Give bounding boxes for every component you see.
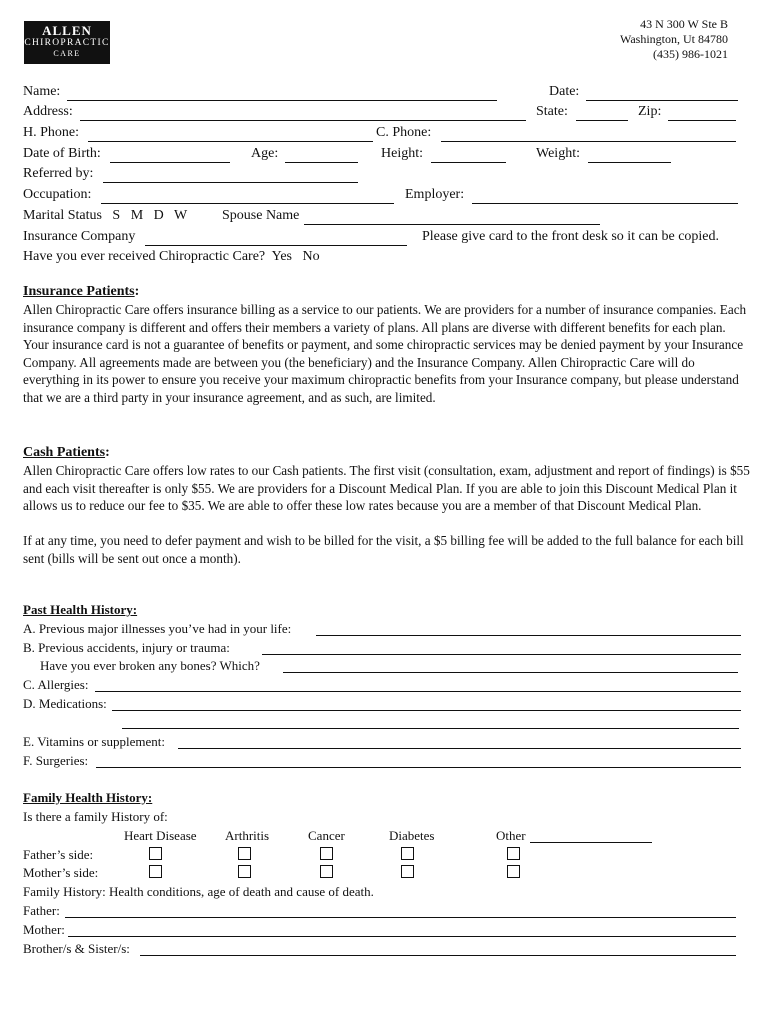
home-phone-label: H. Phone: [23,125,79,140]
mothers-other-checkbox[interactable] [507,865,520,878]
employer-field[interactable] [472,203,738,204]
referred-label: Referred by: [23,166,94,181]
weight-field[interactable] [588,162,671,163]
medications-field[interactable] [112,710,741,711]
home-phone-field[interactable] [88,141,373,142]
address-phone: (435) 986-1021 [653,47,728,61]
family-history-question: Is there a family History of: [23,809,168,824]
surgeries-label: F. Surgeries: [23,753,89,768]
marital-status-label[interactable]: Marital Status S M D W [23,208,188,223]
column-heart-disease: Heart Disease [124,828,197,843]
zip-label: Zip: [638,104,662,119]
illnesses-label: A. Previous major illnesses you’ve had in your life: [23,621,292,636]
zip-field[interactable] [668,120,736,121]
mothers-heart-disease-checkbox[interactable] [149,865,162,878]
medications-label: D. Medications: [23,696,107,711]
allergies-label: C. Allergies: [23,677,89,692]
broken-bones-label: Have you ever broken any bones? Which? [40,658,260,673]
fathers-arthritis-checkbox[interactable] [238,847,251,860]
cash-body-2: If at any time, you need to defer payment and wish to be billed for the visit, a $5 billing fee will be added to the full balance for each bill sent (bills will be sent out once a month). [23,533,744,566]
accidents-field[interactable] [262,654,741,655]
mothers-diabetes-checkbox[interactable] [401,865,414,878]
occupation-label: Occupation: [23,187,92,202]
name-field[interactable] [67,100,497,101]
fathers-cancer-checkbox[interactable] [320,847,333,860]
allergies-field[interactable] [95,691,741,692]
fathers-heart-disease-checkbox[interactable] [149,847,162,860]
age-field[interactable] [285,162,358,163]
column-arthritis: Arthritis [225,828,270,843]
dob-field[interactable] [110,162,230,163]
occupation-field[interactable] [101,203,394,204]
address-label: Address: [23,104,73,119]
logo-line-2: CHIROPRACTIC [24,38,110,48]
column-other: Other [496,828,526,843]
past-health-heading: Past Health History: [23,602,138,617]
surgeries-field[interactable] [96,767,741,768]
state-field[interactable] [576,120,628,121]
other-condition-field[interactable] [530,842,652,843]
mothers-cancer-checkbox[interactable] [320,865,333,878]
card-note: Please give card to the front desk so it can be copied. [422,229,720,244]
weight-label: Weight: [536,146,580,161]
mother-label: Mother: [23,922,65,937]
accidents-label: B. Previous accidents, injury or trauma: [23,640,230,655]
father-label: Father: [23,903,60,918]
age-label: Age: [251,146,279,161]
address-field[interactable] [80,120,526,121]
column-cancer: Cancer [308,828,345,843]
cash-heading-colon: : [105,445,110,460]
employer-label: Employer: [405,187,465,202]
column-diabetes: Diabetes [389,828,435,843]
insurance-company-label: Insurance Company [23,229,136,244]
fathers-other-checkbox[interactable] [507,847,520,860]
vitamins-field[interactable] [178,748,741,749]
mothers-side-label: Mother’s side: [23,865,99,880]
insurance-heading-colon: : [134,284,140,299]
cell-phone-label: C. Phone: [376,125,432,140]
height-label: Height: [381,146,423,161]
mothers-arthritis-checkbox[interactable] [238,865,251,878]
cash-body-1: Allen Chiropractic Care offers low rates to our Cash patients. The first visit (consultation, exam, adjustment and report of findings) is $55 and each visit thereafter is only $55. We are providers for a Discount Medical Plan. If you are able to join this Discount Medical Plan it allows us to reduce our fee to $35. We are able to offer these low rates because you are a member of that Discount Medical Plan. [23,463,750,514]
father-field[interactable] [65,917,736,918]
clinic-logo [24,21,110,64]
mother-field[interactable] [68,936,736,937]
date-label: Date: [549,84,580,99]
vitamins-label: E. Vitamins or supplement: [23,734,165,749]
logo-line-3: CARE [53,49,81,58]
name-label: Name: [23,84,61,99]
insurance-company-field[interactable] [145,245,407,246]
cash-heading [23,445,110,461]
address-street: 43 N 300 W Ste B [640,17,728,31]
dob-label: Date of Birth: [23,146,101,161]
referred-field[interactable] [103,182,358,183]
insurance-body: Allen Chiropractic Care offers insurance billing as a service to our patients. We are providers for a number of insurance companies. Each insurance company is different and offers their members a variety of plans. All plans are diverse with different benefits for each plan. Your insurance card is not a guarantee of benefits or payment, and some chiropractic services may be denied payment by your Insurance Company. All agreements made are between you (the beneficiary) and the Insurance Company. Allen Chiropractic Care will do everything in its power to ensure you receive your maximum chiropractic benefits from your Insurance company, but please understand that we are a third party in your insurance agreement, and as such, are limited. [23,302,747,405]
spouse-field[interactable] [304,224,600,225]
insurance-heading [23,284,139,300]
family-health-heading: Family Health History: [23,790,153,805]
received-care-question[interactable]: Have you ever received Chiropractic Care? Yes No [23,249,320,264]
medications-field-2[interactable] [122,728,739,729]
clinic-address [620,17,728,62]
siblings-label: Brother/s & Sister/s: [23,941,130,956]
family-history-note: Family History: Health conditions, age of death and cause of death. [23,884,374,899]
date-field[interactable] [586,100,738,101]
state-label: State: [536,104,568,119]
cash-heading-text: Cash Patients [23,445,106,460]
cell-phone-field[interactable] [441,141,736,142]
siblings-field[interactable] [140,955,736,956]
spouse-label: Spouse Name [222,208,300,223]
broken-bones-field[interactable] [283,672,738,673]
height-field[interactable] [431,162,506,163]
fathers-diabetes-checkbox[interactable] [401,847,414,860]
fathers-side-label: Father’s side: [23,847,94,862]
illnesses-field[interactable] [316,635,741,636]
address-city: Washington, Ut 84780 [619,32,728,46]
insurance-heading-text: Insurance Patients [23,284,135,299]
logo-line-1: ALLEN [42,23,92,38]
